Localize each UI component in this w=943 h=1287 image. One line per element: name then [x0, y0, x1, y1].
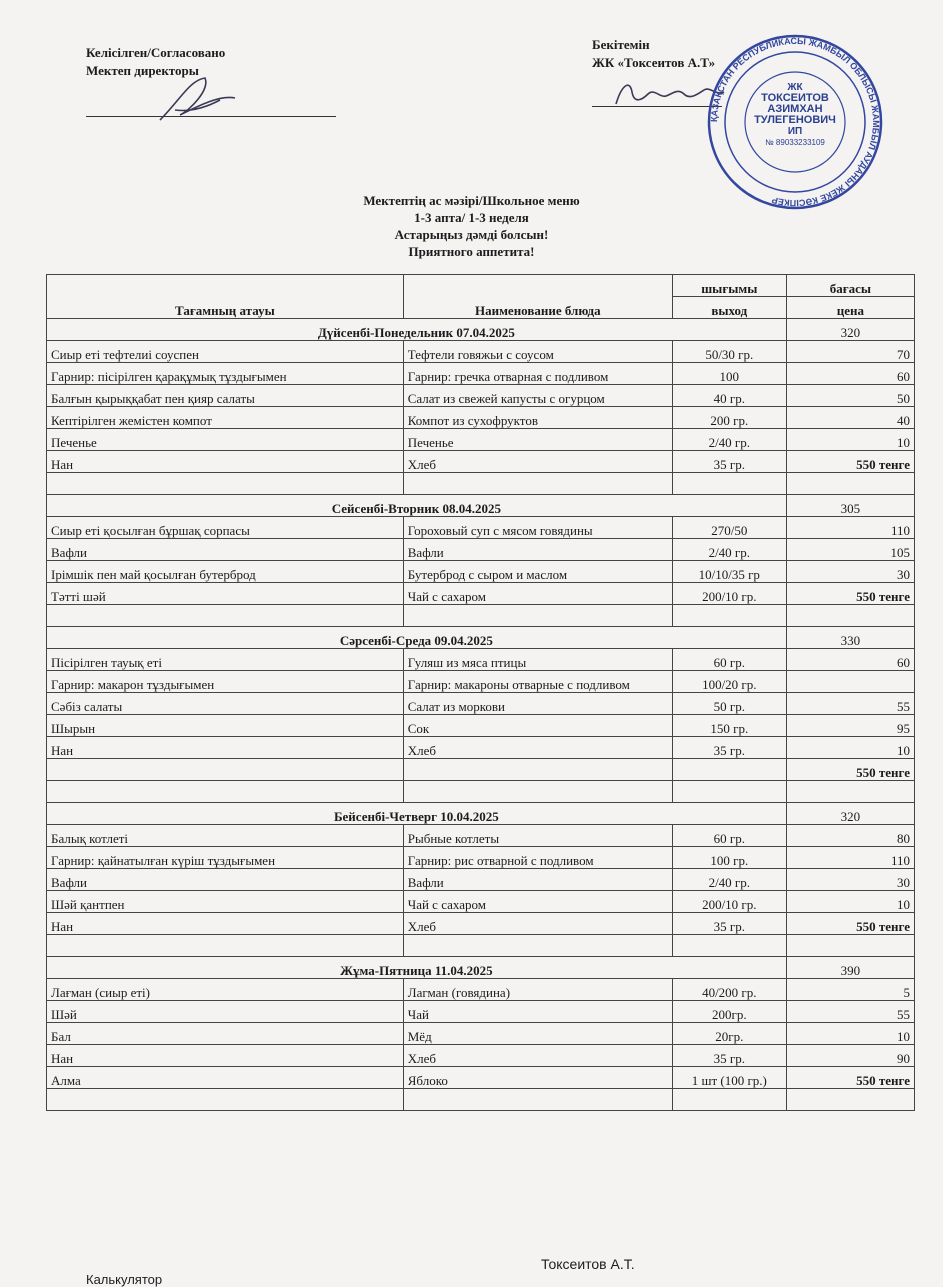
dish-name-kz: Балық котлеті [47, 825, 404, 847]
dish-name-ru: Бутерброд с сыром и маслом [403, 561, 672, 583]
output-cell: 20гр. [672, 1023, 786, 1045]
dish-name-ru: Гарнир: гречка отварная с подливом [403, 363, 672, 385]
table-row [47, 517, 915, 539]
empty-cell [403, 781, 672, 803]
empty-cell [786, 781, 914, 803]
dish-name-ru: Хлеб [403, 451, 672, 473]
dish-name-ru: Салат из моркови [403, 693, 672, 715]
spacer-row [47, 781, 915, 803]
output-cell: 2/40 гр. [672, 429, 786, 451]
dish-name-kz: Алма [47, 1067, 404, 1089]
price-cell: 5 [786, 979, 914, 1001]
dish-name-ru: Рыбные котлеты [403, 825, 672, 847]
table-row [47, 913, 915, 935]
price-cell: 320 [786, 319, 914, 341]
table-row [47, 891, 915, 913]
output-cell: 200/10 гр. [672, 891, 786, 913]
empty-cell [672, 605, 786, 627]
output-cell: 40 гр. [672, 385, 786, 407]
stamp-line: ЖК [787, 82, 803, 93]
table-row [47, 847, 915, 869]
stamp-line: ИП [787, 126, 803, 137]
price-cell: 55 [786, 1001, 914, 1023]
price-cell: 60 [786, 363, 914, 385]
price-cell: 50 [786, 385, 914, 407]
col-header-output-kz: шығымы [672, 275, 786, 297]
empty-cell [786, 473, 914, 495]
table-row [47, 583, 915, 605]
price-cell: 110 [786, 847, 914, 869]
dish-name-ru: Гороховый суп с мясом говядины [403, 517, 672, 539]
menu-body [47, 319, 915, 1111]
table-row [47, 649, 915, 671]
table-row [47, 429, 915, 451]
col-header-price-ru: цена [786, 297, 914, 319]
output-cell: 150 гр. [672, 715, 786, 737]
table-row [47, 869, 915, 891]
table-row [47, 1045, 915, 1067]
total-price-cell: 550 тенге [786, 913, 914, 935]
dish-name-ru: Гарнир: макароны отварные с подливом [403, 671, 672, 693]
table-row [47, 385, 915, 407]
output-cell: 200 гр. [672, 407, 786, 429]
output-cell: 2/40 гр. [672, 869, 786, 891]
output-cell: 270/50 [672, 517, 786, 539]
dish-name-ru: Сок [403, 715, 672, 737]
dish-name-ru: Компот из сухофруктов [403, 407, 672, 429]
dish-name-ru: Тефтели говяжьи с соусом [403, 341, 672, 363]
price-cell: 390 [786, 957, 914, 979]
day-title: Дүйсенбі-Понедельник 07.04.2025 [47, 319, 787, 341]
menu-titles [0, 192, 943, 260]
company-stamp [705, 32, 885, 212]
menu-title: Мектептің ас мәзірі/Школьное меню [363, 193, 580, 208]
day-header-row [47, 319, 915, 341]
output-cell: 1 шт (100 гр.) [672, 1067, 786, 1089]
dish-name-kz: Гарнир: макарон тұздығымен [47, 671, 404, 693]
dish-name-kz: Сиыр еті тефтелиі соуспен [47, 341, 404, 363]
table-row [47, 561, 915, 583]
day-header-row [47, 803, 915, 825]
dish-name-ru: Чай с сахаром [403, 583, 672, 605]
dish-name-kz: Шырын [47, 715, 404, 737]
dish-name-ru: Хлеб [403, 913, 672, 935]
stamp-line: ТУЛЕГЕНОВИЧ [754, 114, 836, 126]
dish-name-kz: Кептірілген жемістен компот [47, 407, 404, 429]
empty-cell [672, 1089, 786, 1111]
table-header-row [47, 275, 915, 297]
day-header-row [47, 495, 915, 517]
director-signature [150, 70, 240, 130]
table-row [47, 341, 915, 363]
dish-name-kz: Шәй қантпен [47, 891, 404, 913]
dish-name-ru: Вафли [403, 539, 672, 561]
empty-cell [403, 935, 672, 957]
output-cell: 50/30 гр. [672, 341, 786, 363]
table-row [47, 759, 915, 781]
table-row [47, 1023, 915, 1045]
price-cell: 10 [786, 429, 914, 451]
price-cell: 110 [786, 517, 914, 539]
table-row [47, 979, 915, 1001]
output-cell: 35 гр. [672, 737, 786, 759]
output-cell: 35 гр. [672, 1045, 786, 1067]
stamp-ring-text: ҚАЗАҚСТАН РЕСПУБЛИКАСЫ ЖАМБЫЛ ОБЛЫСЫ ЖАМБЫЛ АУДАНЫ ЖЕКЕ КӘСІПКЕР [708, 35, 882, 209]
output-cell: 50 гр. [672, 693, 786, 715]
dish-name-kz: Ірімшік пен май қосылған бутерброд [47, 561, 404, 583]
dish-name-kz [47, 759, 404, 781]
price-cell: 10 [786, 737, 914, 759]
signatory-name: Токсеитов А.Т. [541, 1256, 635, 1272]
dish-name-kz: Печенье [47, 429, 404, 451]
total-price-cell: 550 тенге [786, 759, 914, 781]
table-row [47, 407, 915, 429]
total-price-cell: 550 тенге [786, 451, 914, 473]
empty-cell [786, 1089, 914, 1111]
empty-cell [47, 605, 404, 627]
dish-name-kz: Гарнир: пісірілген қарақұмық тұздығымен [47, 363, 404, 385]
dish-name-ru: Гарнир: рис отварной с подливом [403, 847, 672, 869]
dish-name-kz: Балғын қырыққабат пен қияр салаты [47, 385, 404, 407]
approved-block [592, 36, 715, 72]
dish-name-ru: Яблоко [403, 1067, 672, 1089]
dish-name-ru: Хлеб [403, 737, 672, 759]
output-cell: 35 гр. [672, 913, 786, 935]
price-cell: 330 [786, 627, 914, 649]
table-row [47, 825, 915, 847]
ip-name-label: ЖК «Токсеитов А.Т» [592, 55, 716, 70]
dish-name-kz: Нан [47, 451, 404, 473]
empty-cell [47, 473, 404, 495]
greeting-kz: Астарыңыз дәмді болсын! [394, 227, 549, 242]
dish-name-kz: Бал [47, 1023, 404, 1045]
spacer-row [47, 473, 915, 495]
price-cell: 40 [786, 407, 914, 429]
empty-cell [672, 473, 786, 495]
menu-table [46, 274, 915, 1111]
stamp-line: АЗИМХАН [767, 103, 823, 115]
table-row [47, 1001, 915, 1023]
week-label: 1-3 апта/ 1-3 неделя [414, 210, 529, 225]
dish-name-ru: Мёд [403, 1023, 672, 1045]
day-title: Сәрсенбі-Среда 09.04.2025 [47, 627, 787, 649]
price-cell: 55 [786, 693, 914, 715]
empty-cell [403, 1089, 672, 1111]
stamp-line: № 89033233109 [765, 138, 825, 147]
dish-name-kz: Вафли [47, 869, 404, 891]
price-cell: 320 [786, 803, 914, 825]
day-header-row [47, 957, 915, 979]
dish-name-kz: Лағман (сиыр еті) [47, 979, 404, 1001]
dish-name-kz: Вафли [47, 539, 404, 561]
dish-name-kz: Сиыр еті қосылған бұршақ сорпасы [47, 517, 404, 539]
dish-name-ru: Печенье [403, 429, 672, 451]
table-row [47, 715, 915, 737]
empty-cell [786, 605, 914, 627]
empty-cell [403, 473, 672, 495]
empty-cell [47, 935, 404, 957]
dish-name-kz: Нан [47, 737, 404, 759]
day-title: Жұма-Пятница 11.04.2025 [47, 957, 787, 979]
dish-name-ru: Хлеб [403, 1045, 672, 1067]
dish-name-kz: Гарнир: қайнатылған күріш тұздығымен [47, 847, 404, 869]
table-row [47, 451, 915, 473]
price-cell: 80 [786, 825, 914, 847]
total-price-cell: 550 тенге [786, 583, 914, 605]
total-price-cell: 550 тенге [786, 1067, 914, 1089]
output-cell: 60 гр. [672, 825, 786, 847]
price-cell [786, 671, 914, 693]
empty-cell [672, 935, 786, 957]
dish-name-ru: Чай [403, 1001, 672, 1023]
table-row [47, 363, 915, 385]
dish-name-ru [403, 759, 672, 781]
output-cell: 2/40 гр. [672, 539, 786, 561]
output-cell: 100 гр. [672, 847, 786, 869]
col-header-output-ru: выход [672, 297, 786, 319]
greeting-ru: Приятного аппетита! [408, 244, 535, 259]
dish-name-kz: Сәбіз салаты [47, 693, 404, 715]
output-cell: 60 гр. [672, 649, 786, 671]
dish-name-kz: Шәй [47, 1001, 404, 1023]
price-cell: 30 [786, 561, 914, 583]
price-cell: 95 [786, 715, 914, 737]
spacer-row [47, 605, 915, 627]
dish-name-ru: Лагман (говядина) [403, 979, 672, 1001]
table-row [47, 1067, 915, 1089]
col-header-kz: Тағамның атауы [47, 275, 404, 319]
output-cell: 100/20 гр. [672, 671, 786, 693]
dish-name-ru: Гуляш из мяса птицы [403, 649, 672, 671]
dish-name-kz: Тәтті шәй [47, 583, 404, 605]
day-title: Сейсенбі-Вторник 08.04.2025 [47, 495, 787, 517]
stamp-line: ТОКСЕИТОВ [761, 92, 829, 104]
price-cell: 305 [786, 495, 914, 517]
col-header-price-kz: бағасы [786, 275, 914, 297]
col-header-ru: Наименование блюда [403, 275, 672, 319]
price-cell: 60 [786, 649, 914, 671]
empty-cell [672, 781, 786, 803]
empty-cell [47, 781, 404, 803]
table-row [47, 539, 915, 561]
output-cell [672, 759, 786, 781]
dish-name-kz: Нан [47, 1045, 404, 1067]
dish-name-ru: Салат из свежей капусты с огурцом [403, 385, 672, 407]
output-cell: 200/10 гр. [672, 583, 786, 605]
table-row [47, 737, 915, 759]
price-cell: 10 [786, 1023, 914, 1045]
empty-cell [786, 935, 914, 957]
output-cell: 200гр. [672, 1001, 786, 1023]
table-row [47, 671, 915, 693]
spacer-row [47, 935, 915, 957]
spacer-row [47, 1089, 915, 1111]
price-cell: 90 [786, 1045, 914, 1067]
dish-name-ru: Вафли [403, 869, 672, 891]
output-cell: 100 [672, 363, 786, 385]
price-cell: 30 [786, 869, 914, 891]
dish-name-kz: Нан [47, 913, 404, 935]
output-cell: 10/10/35 гр [672, 561, 786, 583]
output-cell: 35 гр. [672, 451, 786, 473]
price-cell: 10 [786, 891, 914, 913]
price-cell: 70 [786, 341, 914, 363]
agreed-label: Келісілген/Согласовано [86, 45, 226, 60]
approved-label: Бекітемін [592, 37, 650, 52]
output-cell: 40/200 гр. [672, 979, 786, 1001]
dish-name-ru: Чай с сахаром [403, 891, 672, 913]
day-header-row [47, 627, 915, 649]
empty-cell [47, 1089, 404, 1111]
calculator-label: Калькулятор [86, 1272, 163, 1287]
price-cell: 105 [786, 539, 914, 561]
stamp-center [749, 82, 841, 148]
empty-cell [403, 605, 672, 627]
table-row [47, 693, 915, 715]
dish-name-kz: Пісірілген тауық еті [47, 649, 404, 671]
school-director-label: Мектеп директоры [86, 63, 199, 78]
day-title: Бейсенбі-Четверг 10.04.2025 [47, 803, 787, 825]
